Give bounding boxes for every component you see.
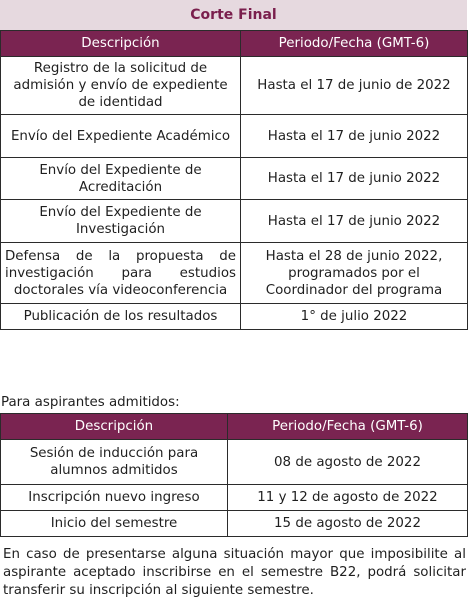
table-header-row xyxy=(1,31,468,57)
row-description: Inicio del semestre xyxy=(1,511,228,537)
table-row xyxy=(1,158,468,200)
row-description: Inscripción nuevo ingreso xyxy=(1,485,228,511)
column-header-description: Descripción xyxy=(1,414,228,440)
table-row xyxy=(1,115,468,158)
row-date: Hasta el 17 de junio 2022 xyxy=(241,115,468,158)
row-description: Envío del Expediente de Investigación xyxy=(1,200,241,243)
row-description: Defensa de la propuesta de investigación para estudios doctorales vía videoconferencia xyxy=(1,243,241,304)
table-row xyxy=(1,511,468,537)
admitted-table xyxy=(0,413,468,537)
row-description: Sesión de inducción para alumnos admitidos xyxy=(1,440,228,485)
row-date: Hasta el 17 de junio 2022 xyxy=(241,200,468,243)
section-title: Corte Final xyxy=(0,0,467,30)
row-date: Hasta el 28 de junio 2022, programados por el Coordinador del programa xyxy=(241,243,468,304)
row-description: Envío del Expediente de Acreditación xyxy=(1,158,241,200)
schedule-table xyxy=(0,30,468,330)
table-row xyxy=(1,57,468,115)
row-date: 11 y 12 de agosto de 2022 xyxy=(228,485,468,511)
row-date: 1° de julio 2022 xyxy=(241,304,468,330)
row-date: Hasta el 17 de junio 2022 xyxy=(241,158,468,200)
row-date: 15 de agosto de 2022 xyxy=(228,511,468,537)
table-row xyxy=(1,440,468,485)
table-row xyxy=(1,304,468,330)
table-row xyxy=(1,485,468,511)
table-header-row xyxy=(1,414,468,440)
admitted-section-title: Para aspirantes admitidos: xyxy=(1,395,180,410)
row-description: Publicación de los resultados xyxy=(1,304,241,330)
table-row xyxy=(1,200,468,243)
table-row xyxy=(1,243,468,304)
column-header-date: Periodo/Fecha (GMT-6) xyxy=(228,414,468,440)
column-header-date: Periodo/Fecha (GMT-6) xyxy=(241,31,468,57)
row-date: Hasta el 17 de junio de 2022 xyxy=(241,57,468,115)
column-header-description: Descripción xyxy=(1,31,241,57)
row-date: 08 de agosto de 2022 xyxy=(228,440,468,485)
row-description: Envío del Expediente Académico xyxy=(1,115,241,158)
transfer-note: En caso de presentarse alguna situación mayor que imposibilite al aspirante aceptado inscribirse en el semestre B22, podrá solicitar transferir su inscripción al siguiente semestre. xyxy=(3,547,466,598)
row-description: Registro de la solicitud de admisión y envío de expediente de identidad xyxy=(1,57,241,115)
